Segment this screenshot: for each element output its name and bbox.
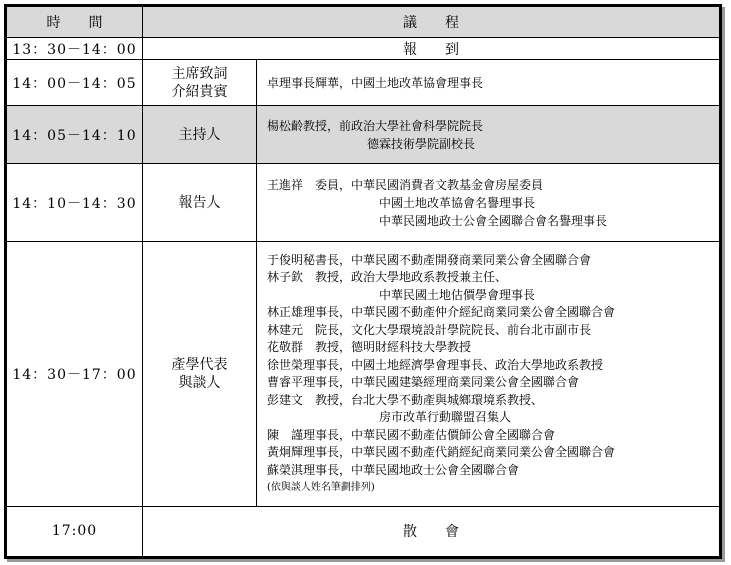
row-time: 14：05－14：10 (7, 105, 143, 163)
role-line: 報告人 (178, 194, 221, 211)
role-line: 與談人 (178, 375, 221, 392)
detail-line: 曹睿平理事長，中華民國建築經理商業同業公會全國聯合會 (267, 375, 580, 390)
agenda-frame (4, 4, 722, 559)
role-line: 介紹貴賓 (171, 83, 228, 100)
row-detail (257, 105, 720, 163)
row-time: 13：30－14：00 (7, 38, 143, 60)
detail-line: 中華民國土地估價學會理事長 (379, 287, 536, 302)
row-agenda: 報 到 (143, 38, 720, 60)
detail-line: 卓理事長輝華，中國土地改革協會理事長 (267, 75, 484, 90)
row-opening (7, 60, 720, 106)
detail-line: 王進祥 委員，中華民國消費者文教基金會房屋委員 (267, 177, 544, 192)
sort-note: (依與談人姓名筆劃排列) (267, 482, 375, 494)
row-time: 14：30－17：00 (7, 242, 143, 507)
detail-line: 中國土地改革協會名譽理事長 (379, 195, 536, 210)
row-role (143, 242, 257, 507)
detail-line: 于俊明秘書長，中華民國不動產開發商業同業公會全國聯合會 (267, 252, 592, 267)
row-role (143, 164, 257, 242)
detail-line: 花敬群 教授，德明財經科技大學教授 (267, 340, 472, 355)
detail-line: 陳 謹理事長，中華民國不動產估價師公會全國聯合會 (267, 427, 556, 442)
row-role (143, 60, 257, 106)
row-role (143, 105, 257, 163)
detail-line: 林建元 院長，文化大學環境設計學院院長、前台北市副市長 (267, 322, 592, 337)
role-line: 主席致詞 (171, 65, 228, 82)
row-time: 14：00－14：05 (7, 60, 143, 106)
role-line: 產學代表 (171, 357, 228, 374)
row-host (7, 105, 720, 163)
row-panel (7, 242, 720, 507)
detail-line: 彭建文 教授，台北大學不動產與城鄉環境系教授、 (267, 392, 544, 407)
header-time: 時 間 (7, 7, 143, 38)
detail-line: 房市改革行動聯盟召集人 (379, 410, 512, 425)
detail-line: 徐世榮理事長，中國土地經濟學會理事長、政治大學地政系教授 (267, 357, 604, 372)
detail-line: 林正雄理事長，中華民國不動產仲介經紀商業同業公會全國聯合會 (267, 305, 616, 320)
row-reporter (7, 164, 720, 242)
detail-line: 中華民國地政士公會全國聯合會名譽理事長 (379, 213, 608, 228)
row-time: 14：10－14：30 (7, 164, 143, 242)
row-detail (257, 164, 720, 242)
row-detail (257, 60, 720, 106)
role-line: 主持人 (178, 126, 221, 143)
detail-line: 德霖技術學院副校長 (367, 136, 476, 151)
row-time: 17:00 (7, 506, 143, 556)
row-detail (257, 242, 720, 507)
row-closing (7, 506, 720, 556)
row-registration (7, 38, 720, 60)
agenda-table (6, 6, 720, 557)
detail-line: 蘇榮淇理事長，中華民國地政士公會全國聯合會 (267, 462, 520, 477)
detail-line: 黃炯輝理事長，中華民國不動產代銷經紀商業同業公會全國聯合會 (267, 445, 616, 460)
detail-line: 林子欽 教授，政治大學地政系教授兼主任、 (267, 270, 508, 285)
detail-line: 楊松齡教授，前政治大學社會科學院院長 (267, 118, 484, 133)
header-row (7, 7, 720, 38)
row-agenda: 散 會 (143, 506, 720, 556)
header-agenda: 議 程 (143, 7, 720, 38)
